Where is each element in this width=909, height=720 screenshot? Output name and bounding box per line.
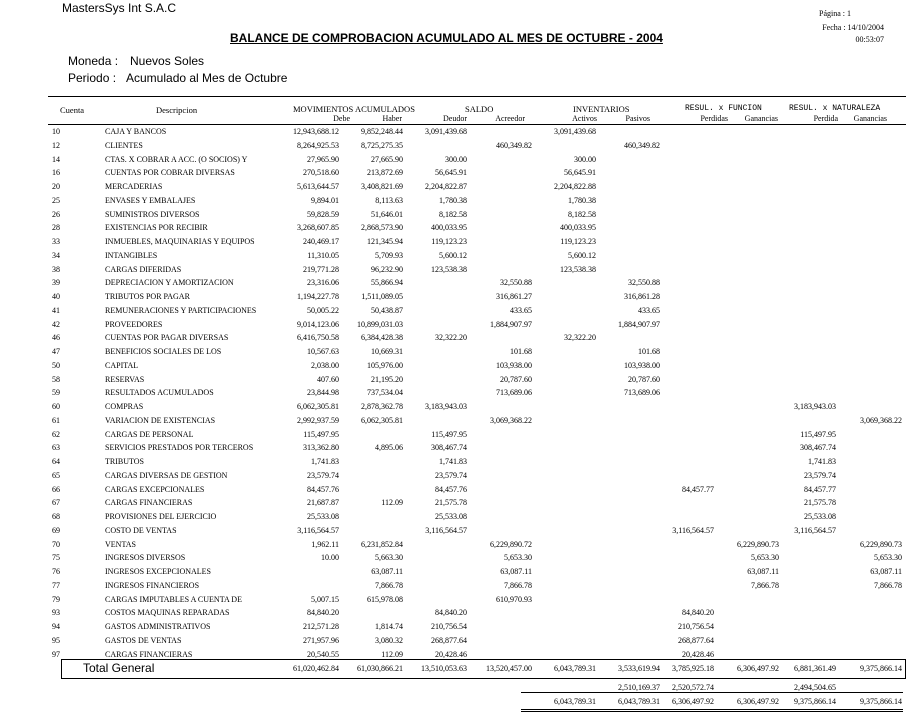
debe-cell: 84,457.76 [307,484,339,494]
perd_f-cell: 84,840.20 [682,608,714,618]
acreedor-cell: 433.65 [510,305,532,315]
haber-cell: 6,231,852.84 [361,539,403,549]
acreedor-cell: 3,069,368.22 [490,415,532,425]
descripcion-cell: CAPITAL [105,360,139,370]
haber-cell: 4,895.06 [375,443,403,453]
debe-cell: 12,943,688.12 [293,127,339,136]
cuenta-cell: 66 [52,484,60,494]
cuenta-cell: 34 [52,250,60,260]
descripcion-cell: COSTOS MAQUINAS REPARADAS [105,608,230,618]
final-perd_f-cell: 6,306,497.92 [672,697,714,706]
total-acreedor-cell: 13,520,457.00 [486,664,532,673]
activos-cell: 5,600.12 [568,250,596,260]
perd_n-cell: 3,116,564.57 [794,525,836,535]
company-name: MastersSys Int S.A.C [62,1,177,15]
deudor-cell: 3,116,564.57 [425,525,467,535]
haber-cell: 55,866.94 [371,278,403,288]
periodo-label: Periodo : [68,71,117,85]
cuenta-cell: 16 [52,168,60,178]
acreedor-cell: 460,349.82 [496,140,532,150]
descripcion-cell: CARGAS FINANCIERAS [105,498,193,508]
perd_f-cell: 84,457.77 [682,484,714,494]
header-acreedor: Acreedor [495,114,525,123]
acreedor-cell: 1,884,907.97 [490,319,532,329]
cuenta-cell: 97 [52,649,60,659]
moneda-value: Nuevos Soles [130,54,205,68]
result-perd_f-cell: 2,520,572.74 [672,683,714,692]
cuenta-cell: 59 [52,388,60,398]
deudor-cell: 210,756.54 [431,622,467,631]
page-number: Página : 1 [819,9,851,18]
report-title: BALANCE DE COMPROBACION ACUMULADO AL MES DE OCTUBRE - 2004 [230,31,663,45]
cuenta-cell: 14 [52,154,60,164]
acreedor-cell: 32,550.88 [500,278,532,288]
debe-cell: 5,007.15 [311,594,339,604]
perd_n-cell: 25,533.08 [804,512,836,521]
pasivos-cell: 433.65 [638,305,660,315]
debe-cell: 23,844.98 [307,388,339,398]
deudor-cell: 300.00 [445,154,467,164]
cuenta-cell: 58 [52,374,60,384]
cuenta-cell: 42 [52,319,60,329]
deudor-cell: 400,033.95 [431,223,467,233]
haber-cell: 10,669.31 [371,347,403,356]
haber-cell: 27,665.90 [371,154,403,164]
total-general-label: Total General [83,661,155,675]
header-saldo: SALDO [465,104,494,114]
cuenta-cell: 77 [52,580,60,590]
debe-cell: 2,992,937.59 [297,415,339,425]
deudor-cell: 1,780.38 [439,195,467,205]
debe-cell: 9,894.01 [311,195,339,205]
deudor-cell: 25,533.08 [435,512,467,521]
debe-cell: 3,268,607.85 [297,223,339,233]
haber-cell: 63,087.11 [371,567,403,576]
gan_n-cell: 63,087.11 [870,567,902,576]
descripcion-cell: COMPRAS [105,402,144,411]
header-resul-naturaleza: RESUL. x NATURALEZA [789,104,881,113]
total-perd_n-cell: 6,881,361.49 [794,664,836,673]
gan_f-cell: 6,229,890.73 [737,539,779,549]
cuenta-cell: 39 [52,278,60,288]
final-gan_f-cell: 6,306,497.92 [737,697,779,706]
haber-cell: 50,438.87 [371,305,403,315]
descripcion-cell: CAJA Y BANCOS [105,127,167,136]
haber-cell: 9,852,248.44 [361,127,403,136]
descripcion-cell: INGRESOS EXCEPCIONALES [105,567,212,576]
cuenta-cell: 76 [52,567,60,576]
deudor-cell: 308,467.74 [431,443,467,453]
debe-cell: 1,741.83 [311,457,339,466]
deudor-cell: 115,497.95 [431,429,467,439]
descripcion-cell: GASTOS ADMINISTRATIVOS [105,622,211,631]
debe-cell: 25,533.08 [307,512,339,521]
haber-cell: 105,976.00 [367,360,403,370]
debe-cell: 240,469.17 [303,237,339,246]
deudor-cell: 32,322.20 [435,333,467,343]
result-pasivos-cell: 2,510,169.37 [618,683,660,692]
descripcion-cell: CUENTAS POR COBRAR DIVERSAS [105,168,235,178]
header-perdidas: Perdidas [700,114,728,123]
acreedor-cell: 6,229,890.72 [490,539,532,549]
header-top-rule [48,96,906,97]
cuenta-cell: 26 [52,209,60,219]
activos-cell: 400,033.95 [560,223,596,233]
descripcion-cell: PROVISIONES DEL EJERCICIO [105,512,217,521]
debe-cell: 59,828.59 [307,209,339,219]
debe-cell: 212,571.28 [303,622,339,631]
activos-cell: 1,780.38 [568,195,596,205]
debe-cell: 23,579.74 [307,470,339,480]
descripcion-cell: CARGAS FINANCIERAS [105,649,193,659]
perd_n-cell: 115,497.95 [800,429,836,439]
periodo-value: Acumulado al Mes de Octubre [126,71,288,85]
gan_f-cell: 63,087.11 [747,567,779,576]
descripcion-cell: RESERVAS [105,374,145,384]
activos-cell: 8,182.58 [568,209,596,219]
pasivos-cell: 20,787.60 [628,374,660,384]
descripcion-cell: INMUEBLES, MAQUINARIAS Y EQUIPOS [105,237,255,246]
cuenta-cell: 47 [52,347,60,356]
haber-cell: 2,868,573.90 [361,223,403,233]
total-haber-cell: 61,030,866.21 [357,664,403,673]
total-gan_f-cell: 6,306,497.92 [737,664,779,673]
cuenta-cell: 79 [52,594,60,604]
header-perdida: Perdida [813,114,838,123]
deudor-cell: 84,457.76 [435,484,467,494]
debe-cell: 115,497.95 [303,429,339,439]
debe-cell: 5,613,644.57 [297,182,339,191]
debe-cell: 50,005.22 [307,305,339,315]
debe-cell: 20,540.55 [307,649,339,659]
pasivos-cell: 713,689.06 [624,388,660,398]
activos-cell: 3,091,439.68 [554,127,596,136]
gan_n-cell: 5,653.30 [874,553,902,563]
haber-cell: 7,866.78 [375,580,403,590]
acreedor-cell: 63,087.11 [500,567,532,576]
perd_f-cell: 3,116,564.57 [672,525,714,535]
descripcion-cell: CARGAS DIVERSAS DE GESTION [105,470,228,480]
descripcion-cell: CLIENTES [105,140,143,150]
result-perd_n-cell: 2,494,504.65 [794,683,836,692]
descripcion-cell: CUENTAS POR PAGAR DIVERSAS [105,333,229,343]
descripcion-cell: PROVEEDORES [105,319,163,329]
activos-cell: 2,204,822.88 [554,182,596,191]
deudor-cell: 1,741.83 [439,457,467,466]
total-gan_n-cell: 9,375,866.14 [860,664,902,673]
gan_n-cell: 7,866.78 [874,580,902,590]
total-debe-cell: 61,020,462.84 [293,664,339,673]
deudor-cell: 20,428.46 [435,649,467,659]
descripcion-cell: MERCADERIAS [105,182,163,191]
haber-cell: 6,062,305.81 [361,415,403,425]
descripcion-cell: BENEFICIOS SOCIALES DE LOS [105,347,222,356]
descripcion-cell: COSTO DE VENTAS [105,525,177,535]
haber-cell: 121,345.94 [367,237,403,246]
perd_f-cell: 20,428.46 [682,649,714,659]
pasivos-cell: 316,861.28 [624,292,660,301]
cuenta-cell: 33 [52,237,60,246]
perd_n-cell: 1,741.83 [808,457,836,466]
total-perd_f-cell: 3,785,925.18 [672,664,714,673]
cuenta-cell: 75 [52,553,60,563]
final-perd_n-cell: 9,375,866.14 [794,697,836,706]
deudor-cell: 3,091,439.68 [425,127,467,136]
acreedor-cell: 20,787.60 [500,374,532,384]
pasivos-cell: 1,884,907.97 [618,319,660,329]
header-inventarios: INVENTARIOS [573,104,630,114]
result-top-rule [521,692,903,693]
activos-cell: 123,538.38 [560,264,596,274]
activos-cell: 32,322.20 [564,333,596,343]
deudor-cell: 23,579.74 [435,470,467,480]
descripcion-cell: CARGAS DE PERSONAL [105,429,194,439]
haber-cell: 6,384,428.38 [361,333,403,343]
haber-cell: 96,232.90 [371,264,403,274]
acreedor-cell: 5,653.30 [504,553,532,563]
deudor-cell: 56,645.91 [435,168,467,178]
gan_n-cell: 6,229,890.73 [860,539,902,549]
debe-cell: 1,962.11 [311,539,339,549]
report-time: 00:53:07 [855,35,884,44]
final-activos-cell: 6,043,789.31 [554,697,596,706]
cuenta-cell: 20 [52,182,60,191]
cuenta-cell: 94 [52,622,60,631]
descripcion-cell: GASTOS DE VENTAS [105,635,182,645]
cuenta-cell: 61 [52,415,60,425]
deudor-cell: 21,575.78 [435,498,467,508]
haber-cell: 5,709.93 [375,250,403,260]
header-movimientos: MOVIMIENTOS ACUMULADOS [293,104,415,114]
total-deudor-cell: 13,510,053.63 [421,664,467,673]
cuenta-cell: 40 [52,292,60,301]
deudor-cell: 5,600.12 [439,250,467,260]
haber-cell: 5,663.30 [375,553,403,563]
header-deudor: Deudor [443,114,467,123]
haber-cell: 3,408,821.69 [361,182,403,191]
header-descripcion: Descripcion [156,105,198,115]
descripcion-cell: TRIBUTOS [105,457,144,466]
header-haber: Haber [382,114,402,123]
header-ganancias-naturaleza: Ganancias [853,114,887,123]
haber-cell: 615,978.08 [367,594,403,604]
deudor-cell: 123,538.38 [431,264,467,274]
debe-cell: 2,038.00 [311,360,339,370]
header-bottom-rule [48,124,906,125]
deudor-cell: 8,182.58 [439,209,467,219]
haber-cell: 213,872.69 [367,168,403,178]
debe-cell: 6,062,305.81 [297,402,339,411]
haber-cell: 21,195.20 [371,374,403,384]
cuenta-cell: 50 [52,360,60,370]
haber-cell: 2,878,362.78 [361,402,403,411]
perd_n-cell: 3,183,943.03 [794,402,836,411]
acreedor-cell: 103,938.00 [496,360,532,370]
debe-cell: 10.00 [321,553,339,563]
debe-cell: 9,014,123.06 [297,319,339,329]
acreedor-cell: 7,866.78 [504,580,532,590]
cuenta-cell: 93 [52,608,60,618]
total-activos-cell: 6,043,789.31 [554,664,596,673]
descripcion-cell: INTANGIBLES [105,250,158,260]
cuenta-cell: 63 [52,443,60,453]
pasivos-cell: 460,349.82 [624,140,660,150]
header-pasivos: Pasivos [625,114,650,123]
debe-cell: 21,687.87 [307,498,339,508]
descripcion-cell: ENVASES Y EMBALAJES [105,195,196,205]
cuenta-cell: 95 [52,635,60,645]
gan_f-cell: 5,653.30 [751,553,779,563]
descripcion-cell: INGRESOS FINANCIEROS [105,580,200,590]
perd_f-cell: 210,756.54 [678,622,714,631]
deudor-cell: 3,183,943.03 [425,402,467,411]
final-gan_n-cell: 9,375,866.14 [860,697,902,706]
haber-cell: 8,725,275.35 [361,140,403,150]
debe-cell: 270,518.60 [303,168,339,178]
activos-cell: 300.00 [574,154,596,164]
debe-cell: 271,957.96 [303,635,339,645]
haber-cell: 51,646.01 [371,209,403,219]
debe-cell: 23,316.06 [307,278,339,288]
descripcion-cell: DEPRECIACION Y AMORTIZACION [105,278,234,288]
pasivos-cell: 32,550.88 [628,278,660,288]
deudor-cell: 84,840.20 [435,608,467,618]
deudor-cell: 268,877.64 [431,635,467,645]
haber-cell: 737,534.04 [367,388,403,398]
debe-cell: 407.60 [317,374,339,384]
cuenta-cell: 67 [52,498,60,508]
cuenta-cell: 62 [52,429,60,439]
haber-cell: 10,899,031.03 [357,319,403,329]
descripcion-cell: EXISTENCIAS POR RECIBIR [105,223,208,233]
descripcion-cell: SERVICIOS PRESTADOS POR TERCEROS [105,443,254,453]
acreedor-cell: 101.68 [510,347,532,356]
cuenta-cell: 10 [52,127,60,136]
cuenta-cell: 12 [52,140,60,150]
descripcion-cell: VARIACION DE EXISTENCIAS [105,415,216,425]
header-activos: Activos [572,114,597,123]
moneda-label: Moneda : [68,54,119,68]
descripcion-cell: VENTAS [105,539,136,549]
pasivos-cell: 103,938.00 [624,360,660,370]
header-ganancias-funcion: Ganancias [744,114,778,123]
haber-cell: 112.09 [381,649,403,659]
haber-cell: 3,080.32 [375,635,403,645]
gan_n-cell: 3,069,368.22 [860,415,902,425]
descripcion-cell: SUMINISTROS DIVERSOS [105,209,200,219]
deudor-cell: 119,123.23 [431,237,467,246]
cuenta-cell: 65 [52,470,60,480]
debe-cell: 11,310.05 [307,250,339,260]
descripcion-cell: INGRESOS DIVERSOS [105,553,186,563]
gan_f-cell: 7,866.78 [751,580,779,590]
descripcion-cell: TRIBUTOS POR PAGAR [105,292,190,301]
haber-cell: 112.09 [381,498,403,508]
debe-cell: 313,362.80 [303,443,339,453]
perd_n-cell: 84,457.77 [804,484,836,494]
cuenta-cell: 28 [52,223,60,233]
acreedor-cell: 713,689.06 [496,388,532,398]
cuenta-cell: 46 [52,333,60,343]
debe-cell: 10,567.63 [307,347,339,356]
cuenta-cell: 38 [52,264,60,274]
header-debe: Debe [333,114,350,123]
header-cuenta: Cuenta [60,105,85,115]
perd_n-cell: 21,575.78 [804,498,836,508]
total-pasivos-cell: 3,533,619.94 [618,664,660,673]
acreedor-cell: 316,861.27 [496,292,532,301]
debe-cell: 3,116,564.57 [297,525,339,535]
result-bottom-rule [521,709,903,710]
debe-cell: 219,771.28 [303,264,339,274]
descripcion-cell: CARGAS EXCEPCIONALES [105,484,205,494]
perd_n-cell: 23,579.74 [804,470,836,480]
cuenta-cell: 25 [52,195,60,205]
debe-cell: 27,965.90 [307,154,339,164]
descripcion-cell: CARGAS DIFERIDAS [105,264,182,274]
cuenta-cell: 41 [52,305,60,315]
deudor-cell: 2,204,822.87 [425,182,467,191]
debe-cell: 6,416,750.58 [297,333,339,343]
debe-cell: 8,264,925.53 [297,140,339,150]
cuenta-cell: 70 [52,539,60,549]
pasivos-cell: 101.68 [638,347,660,356]
descripcion-cell: CARGAS IMPUTABLES A CUENTA DE [105,594,242,604]
cuenta-cell: 69 [52,525,60,535]
perd_n-cell: 308,467.74 [800,443,836,453]
activos-cell: 119,123.23 [560,237,596,246]
acreedor-cell: 610,970.93 [496,594,532,604]
header-resul-funcion: RESUL. x FUNCION [685,104,762,113]
descripcion-cell: REMUNERACIONES Y PARTICIPACIONES [105,305,257,315]
debe-cell: 84,840.20 [307,608,339,618]
haber-cell: 1,814.74 [375,622,403,631]
descripcion-cell: CTAS. X COBRAR A ACC. (O SOCIOS) Y [105,154,248,164]
result-bottom-rule-2 [521,711,903,712]
cuenta-cell: 64 [52,457,60,466]
haber-cell: 1,511,089.05 [361,292,403,301]
activos-cell: 56,645.91 [564,168,596,178]
final-pasivos-cell: 6,043,789.31 [618,697,660,706]
debe-cell: 1,194,227.78 [297,292,339,301]
descripcion-cell: RESULTADOS ACUMULADOS [105,388,214,398]
perd_f-cell: 268,877.64 [678,635,714,645]
cuenta-cell: 60 [52,402,60,411]
cuenta-cell: 68 [52,512,60,521]
report-date: Fecha : 14/10/2004 [822,23,884,32]
haber-cell: 8,113.63 [375,195,403,205]
